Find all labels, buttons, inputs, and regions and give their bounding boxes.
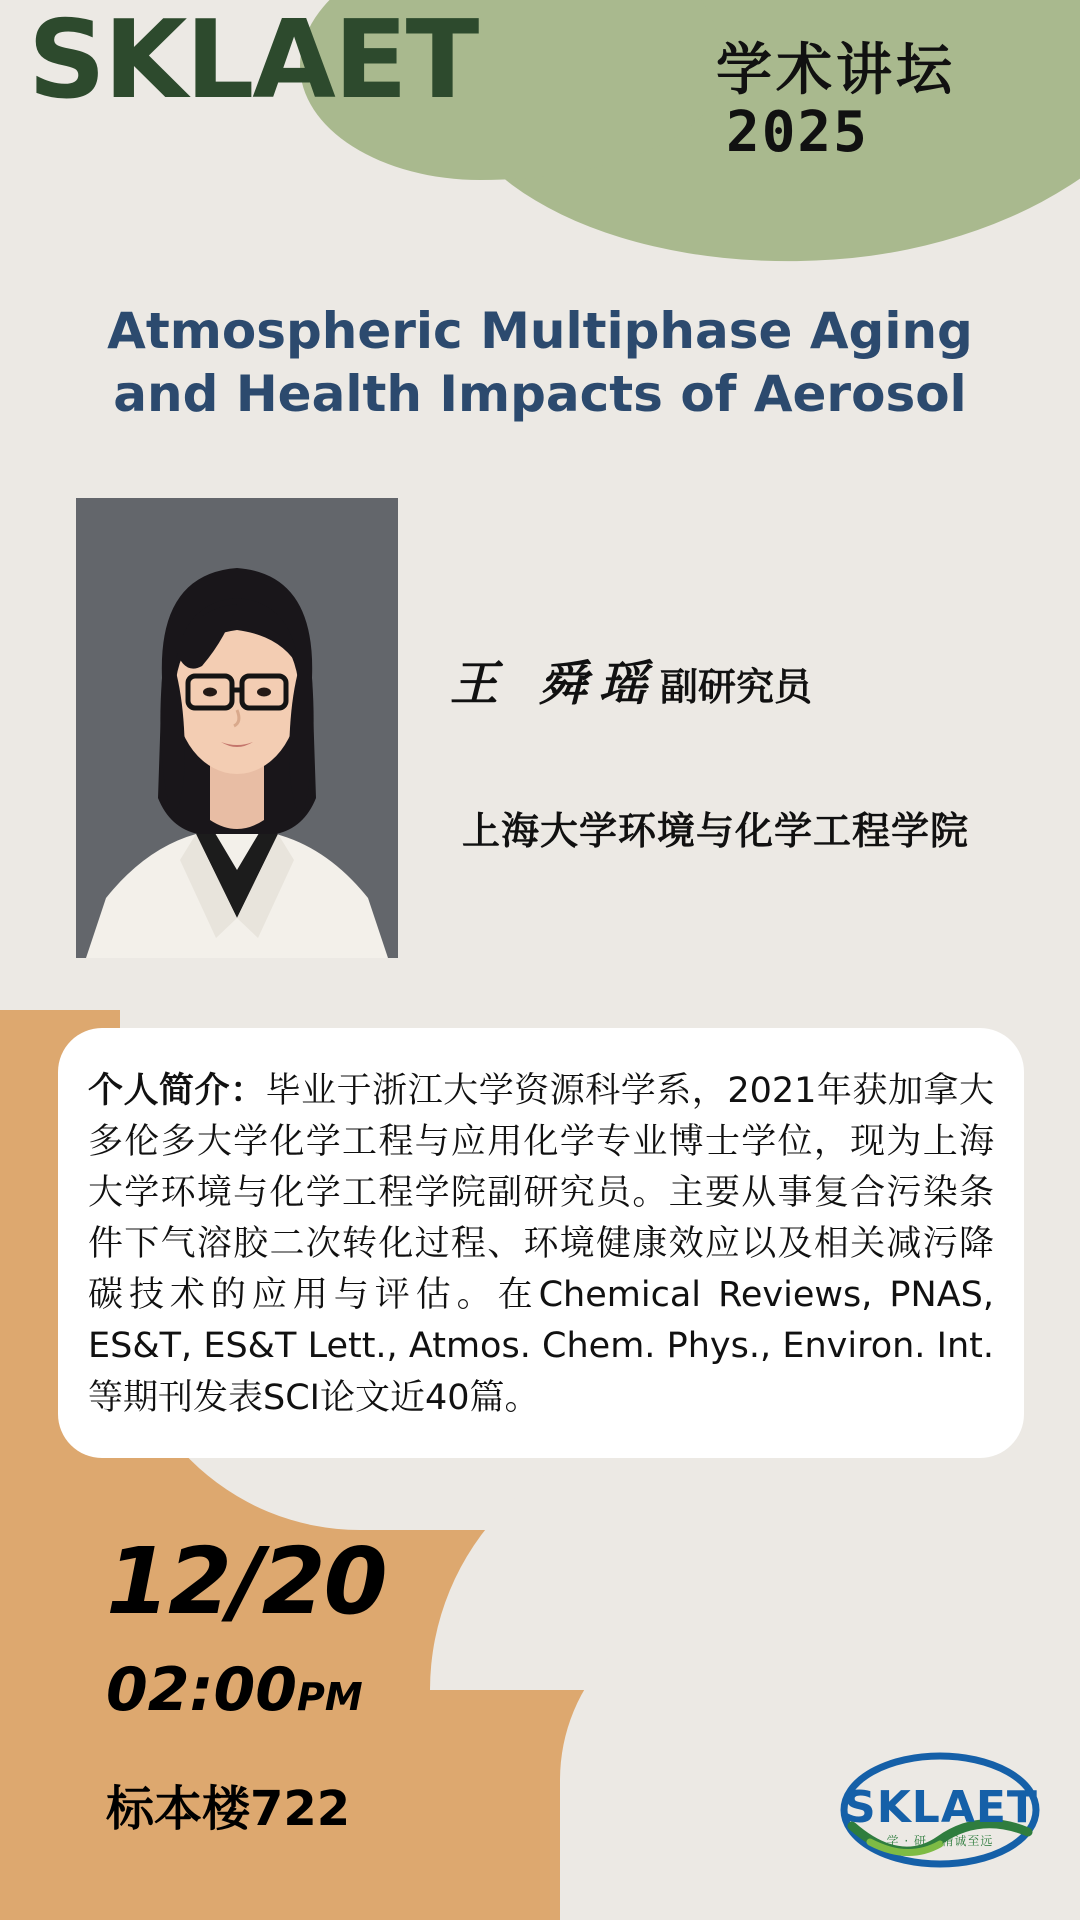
speaker-name: 王 舜瑶 xyxy=(450,656,659,712)
talk-title: Atmospheric Multiphase Aging and Health Impacts of Aerosol xyxy=(107,302,973,423)
portrait-illustration xyxy=(76,498,398,958)
bio-card xyxy=(58,1028,1024,1458)
logo-subtext: 学 · 研 · 精诚至远 xyxy=(886,1834,994,1848)
bio-label: 个人简介： xyxy=(88,1071,266,1111)
event-time-value: 02:00 xyxy=(106,1655,297,1725)
bio-body: 毕业于浙江大学资源科学系，2021年获加拿大多伦多大学化学工程与应用化学专业博士学位，现为上海大学环境与化学工程学院副研究员。主要从事复合污染条件下气溶胶二次转化过程、环境健康效应以及相关减污降碳技术的应用与评估。在Chemical Reviews, PNAS, ES&T, ES&T Lett., Atmos. Chem. Phys., Environ. Int.等期刊发表SCI论文近40篇。 xyxy=(88,1071,994,1418)
sklaet-logo xyxy=(830,1740,1050,1880)
speaker-portrait xyxy=(76,498,398,958)
bio-text xyxy=(88,1066,994,1424)
speaker-rank: 副研究员 xyxy=(660,665,813,709)
speaker-affiliation: 上海大学环境与化学工程学院 xyxy=(462,809,970,853)
event-location: 标本楼722 xyxy=(106,1781,351,1837)
event-date: 12/20 xyxy=(106,1528,386,1635)
brand-title: SKLAET xyxy=(28,0,478,123)
event-time xyxy=(106,1655,363,1725)
event-time-ampm: PM xyxy=(297,1675,363,1719)
series-year: 2025 xyxy=(726,100,869,165)
series-title-cn: 学术讲坛 xyxy=(716,38,956,103)
logo-text: SKLAET xyxy=(844,1782,1038,1833)
